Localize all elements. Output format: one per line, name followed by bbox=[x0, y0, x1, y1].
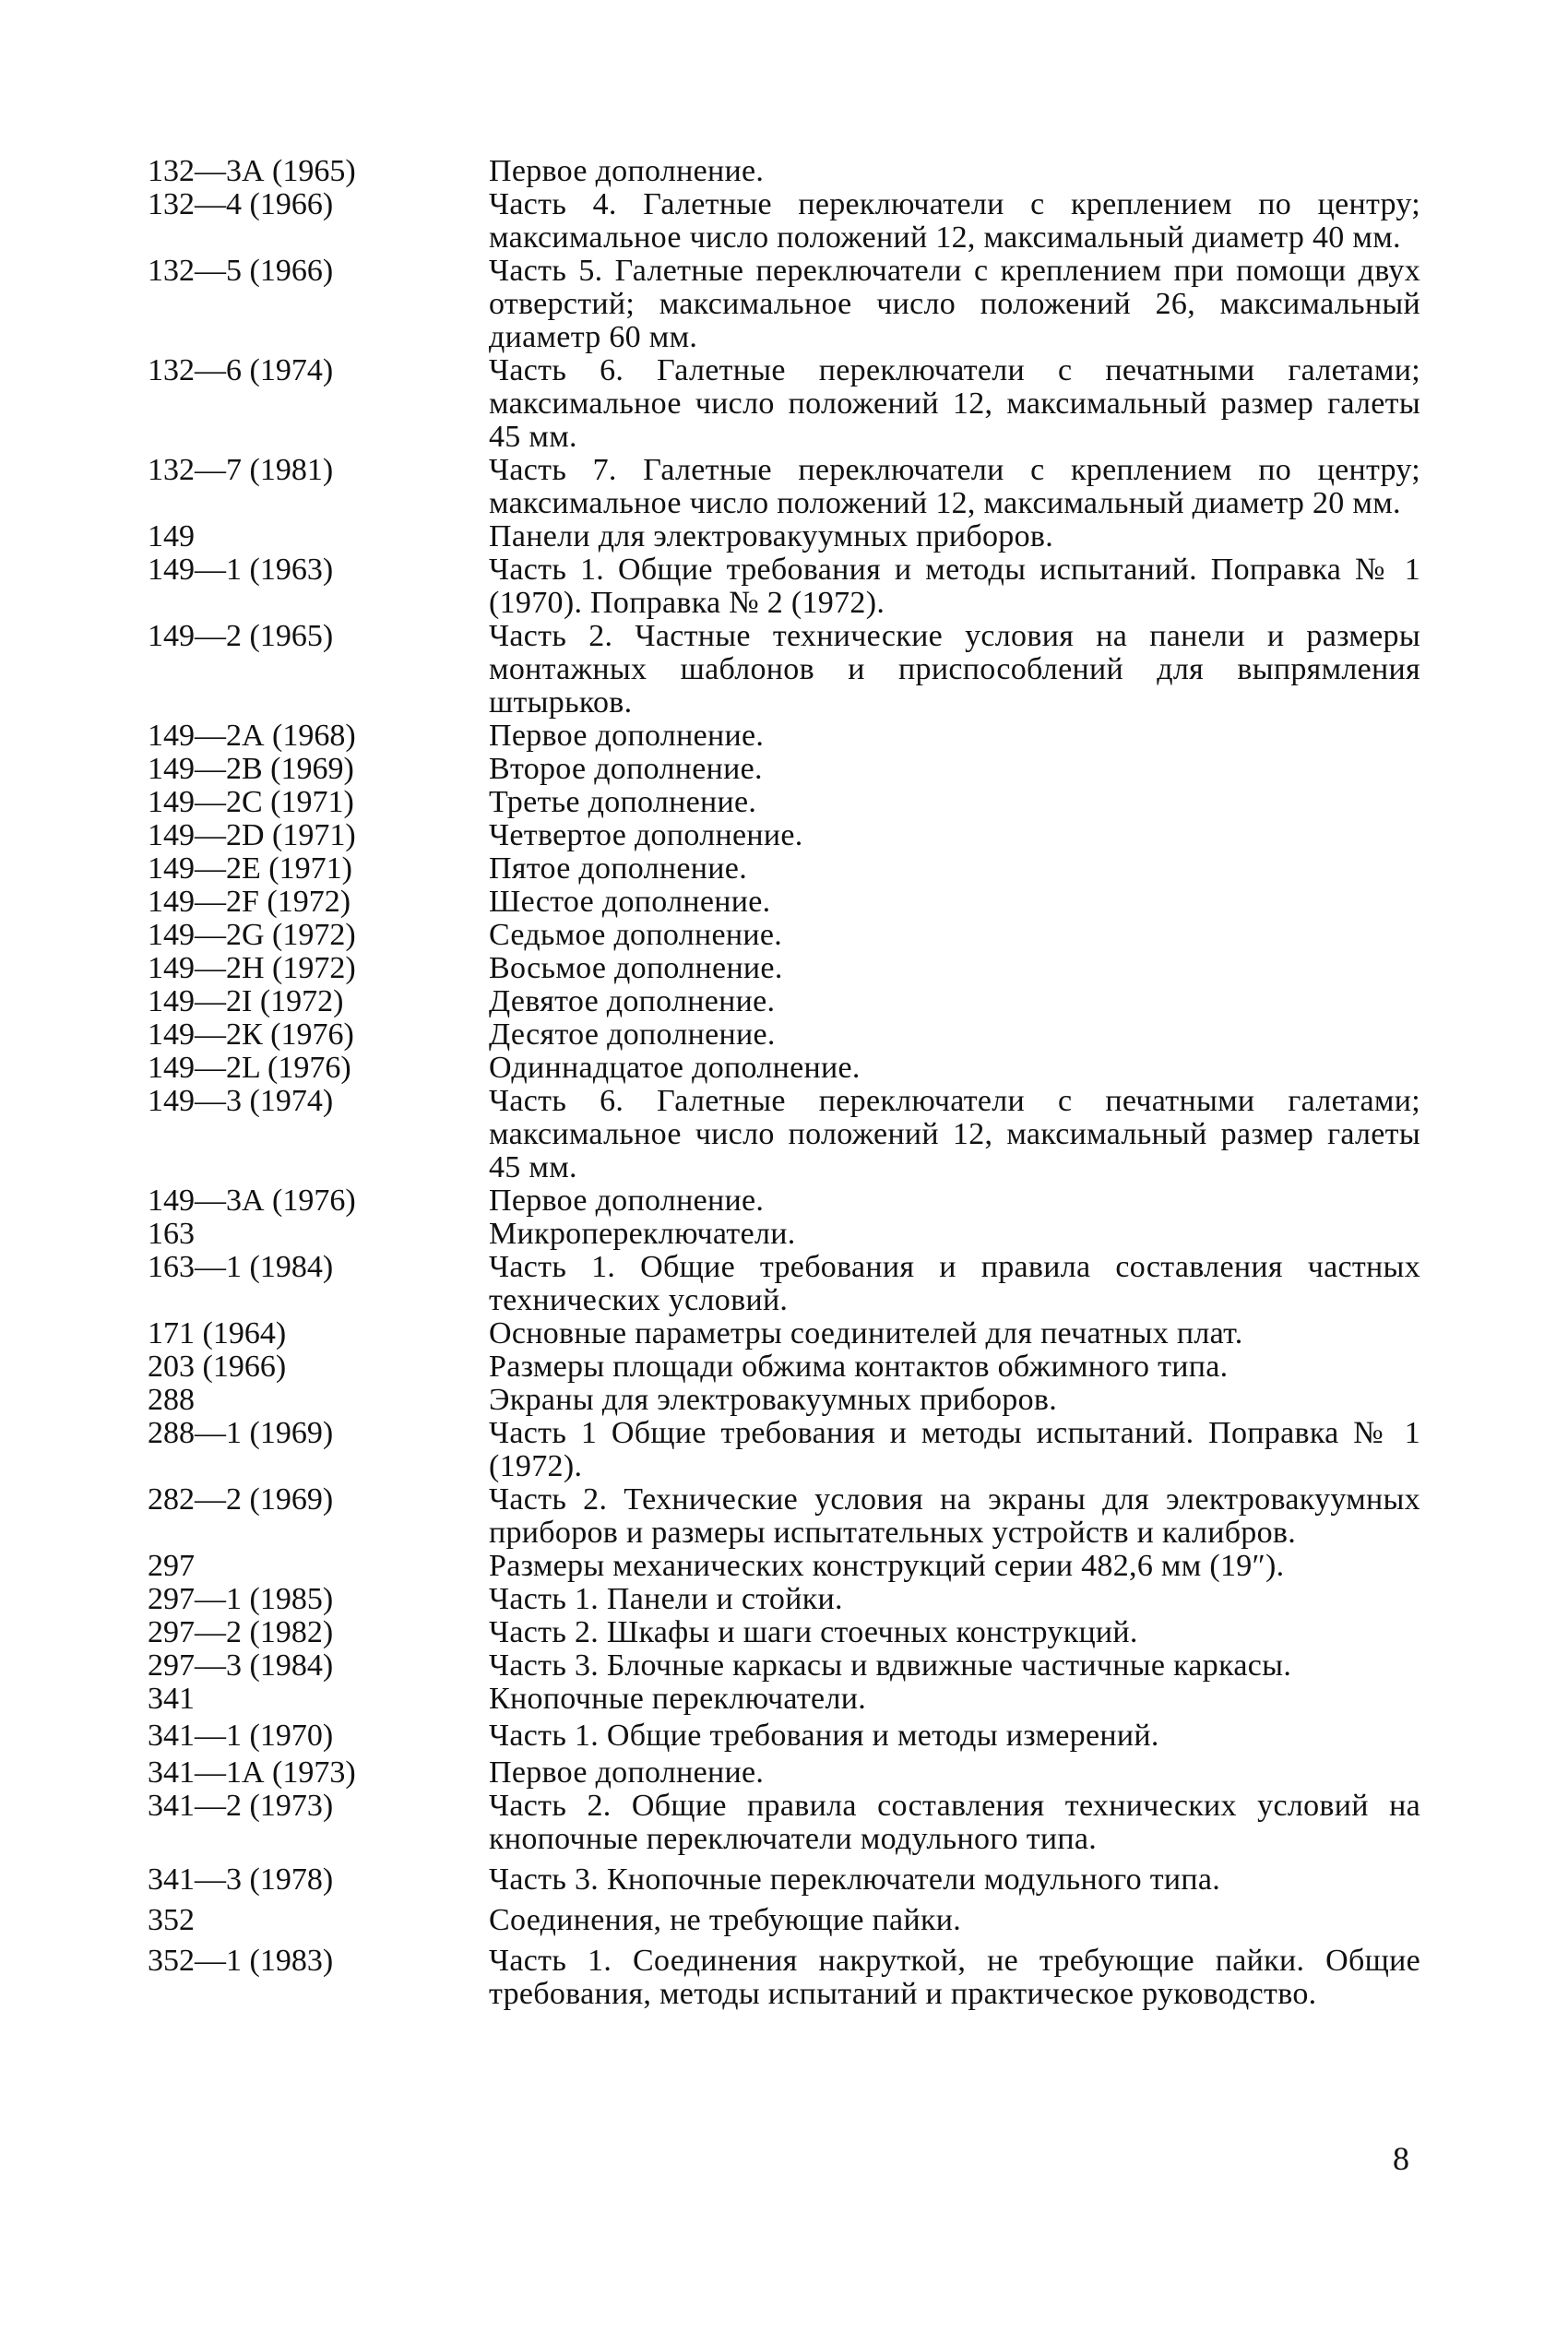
list-item bbox=[148, 1719, 1439, 1753]
standard-code: 149—2F (1972) bbox=[148, 885, 351, 919]
standard-title: Десятое дополнение. bbox=[489, 1017, 776, 1052]
standard-code: 288—1 (1969) bbox=[148, 1416, 334, 1450]
list-item bbox=[148, 720, 1439, 753]
list-item bbox=[148, 886, 1439, 919]
standard-title: Девятое дополнение. bbox=[489, 984, 776, 1018]
standard-code: 352 bbox=[148, 1903, 195, 1937]
standard-title: Микропереключатели. bbox=[489, 1217, 796, 1251]
list-item bbox=[148, 1350, 1439, 1384]
standard-title: Одиннадцатое дополнение. bbox=[489, 1051, 861, 1085]
standard-title: Первое дополнение. bbox=[489, 719, 765, 753]
list-item bbox=[148, 1616, 1439, 1649]
standard-title: Часть 7. Галетные переключатели с креплением по центру; максимальное число положений 12, максимальный диаметр 20 мм. bbox=[489, 453, 1420, 520]
list-item bbox=[148, 1218, 1439, 1251]
list-item bbox=[148, 1085, 1439, 1184]
standard-title: Часть 3. Кнопочные переключатели модульного типа. bbox=[489, 1862, 1221, 1897]
standard-title: Часть 2. Общие правила составления технических условий на кнопочные переключатели модульного типа. bbox=[489, 1789, 1420, 1856]
list-item bbox=[148, 1790, 1439, 1856]
standard-title: Третье дополнение. bbox=[489, 785, 757, 819]
standard-code: 149—3 (1974) bbox=[148, 1084, 334, 1118]
list-item bbox=[148, 1417, 1439, 1483]
standard-code: 149—2В (1969) bbox=[148, 752, 354, 786]
list-item bbox=[148, 1683, 1439, 1716]
standard-title: Часть 5. Галетные переключатели с креплением при помощи двух отверстий; максимальное число положений 26, максимальный диаметр 60 мм. bbox=[489, 254, 1420, 354]
standard-code: 149—2А (1968) bbox=[148, 719, 356, 753]
list-item bbox=[148, 1550, 1439, 1583]
list-item bbox=[148, 1483, 1439, 1550]
standard-title: Пятое дополнение. bbox=[489, 851, 747, 886]
standard-code: 149—2I (1972) bbox=[148, 984, 344, 1018]
list-item bbox=[148, 255, 1439, 354]
standard-code: 132—6 (1974) bbox=[148, 353, 334, 387]
list-item bbox=[148, 1945, 1439, 2011]
standard-code: 149—2Н (1972) bbox=[148, 951, 356, 985]
list-item bbox=[148, 919, 1439, 952]
standard-title: Размеры механических конструкций серии 482,6 мм (19″). bbox=[489, 1549, 1285, 1583]
standard-title: Часть 6. Галетные переключатели с печатными галетами; максимальное число положений 12, максимальный размер галеты 45 мм. bbox=[489, 353, 1420, 454]
list-item bbox=[148, 553, 1439, 620]
list-item bbox=[148, 1583, 1439, 1616]
list-item bbox=[148, 1904, 1439, 1937]
standard-code: 163—1 (1984) bbox=[148, 1250, 334, 1284]
standard-code: 203 (1966) bbox=[148, 1350, 287, 1384]
standard-title: Шестое дополнение. bbox=[489, 885, 771, 919]
list-item bbox=[148, 1649, 1439, 1683]
list-item bbox=[148, 1251, 1439, 1317]
standard-code: 149—3А (1976) bbox=[148, 1184, 356, 1218]
standard-code: 149—2К (1976) bbox=[148, 1017, 354, 1052]
standard-title: Экраны для электровакуумных приборов. bbox=[489, 1383, 1058, 1417]
standard-code: 297—2 (1982) bbox=[148, 1615, 334, 1649]
standard-title: Размеры площади обжима контактов обжимного типа. bbox=[489, 1350, 1229, 1384]
standard-code: 297 bbox=[148, 1549, 195, 1583]
standard-title: Второе дополнение. bbox=[489, 752, 763, 786]
standard-title: Первое дополнение. bbox=[489, 154, 765, 188]
standard-code: 132—5 (1966) bbox=[148, 254, 334, 288]
standard-title: Часть 1. Общие требования и методы испытаний. Поправка № 1 (1970). Поправка № 2 (1972). bbox=[489, 553, 1420, 620]
standard-title: Часть 2. Технические условия на экраны для электровакуумных приборов и размеры испытательных устройств и калибров. bbox=[489, 1482, 1420, 1550]
standard-code: 149—2 (1965) bbox=[148, 619, 334, 653]
list-item bbox=[148, 520, 1439, 553]
standard-code: 282—2 (1969) bbox=[148, 1482, 334, 1517]
standard-title: Кнопочные переключатели. bbox=[489, 1682, 867, 1716]
standard-code: 149—2Е (1971) bbox=[148, 851, 352, 886]
standard-code: 297—3 (1984) bbox=[148, 1648, 334, 1683]
standard-title: Панели для электровакуумных приборов. bbox=[489, 519, 1054, 553]
list-item bbox=[148, 155, 1439, 188]
standard-title: Соединения, не требующие пайки. bbox=[489, 1903, 962, 1937]
list-item bbox=[148, 1184, 1439, 1218]
standard-title: Четвертое дополнение. bbox=[489, 818, 803, 852]
standard-code: 149 bbox=[148, 519, 195, 553]
standard-code: 171 (1964) bbox=[148, 1316, 287, 1350]
standard-code: 341—2 (1973) bbox=[148, 1789, 334, 1823]
standard-code: 149—2L (1976) bbox=[148, 1051, 351, 1085]
standard-code: 341—1А (1973) bbox=[148, 1755, 356, 1790]
standard-title: Восьмое дополнение. bbox=[489, 951, 783, 985]
standard-title: Часть 1 Общие требования и методы испытаний. Поправка № 1 (1972). bbox=[489, 1416, 1420, 1483]
standard-code: 132—3А (1965) bbox=[148, 154, 356, 188]
standard-title: Часть 6. Галетные переключатели с печатными галетами; максимальное число положений 12, максимальный размер галеты 45 мм. bbox=[489, 1084, 1420, 1184]
standard-title: Часть 3. Блочные каркасы и вдвижные частичные каркасы. bbox=[489, 1648, 1292, 1683]
list-item bbox=[148, 1756, 1439, 1790]
list-item bbox=[148, 354, 1439, 454]
list-item bbox=[148, 1384, 1439, 1417]
list-item bbox=[148, 786, 1439, 819]
standard-code: 149—2D (1971) bbox=[148, 818, 356, 852]
standard-code: 341 bbox=[148, 1682, 195, 1716]
list-item bbox=[148, 985, 1439, 1018]
page-number: 8 bbox=[1393, 2140, 1409, 2177]
list-item bbox=[148, 620, 1439, 720]
standard-title: Часть 1. Панели и стойки. bbox=[489, 1582, 843, 1616]
standard-code: 132—7 (1981) bbox=[148, 453, 334, 487]
standard-title: Часть 1. Общие требования и правила составления частных технических условий. bbox=[489, 1250, 1420, 1317]
standards-list bbox=[148, 155, 1439, 2011]
list-item bbox=[148, 753, 1439, 786]
standard-code: 163 bbox=[148, 1217, 195, 1251]
list-item bbox=[148, 1052, 1439, 1085]
standard-title: Седьмое дополнение. bbox=[489, 918, 783, 952]
standard-code: 149—2С (1971) bbox=[148, 785, 354, 819]
standard-title: Первое дополнение. bbox=[489, 1755, 765, 1790]
standard-code: 132—4 (1966) bbox=[148, 187, 334, 221]
standard-title: Первое дополнение. bbox=[489, 1184, 765, 1218]
standard-title: Часть 4. Галетные переключатели с креплением по центру; максимальное число положений 12, максимальный диаметр 40 мм. bbox=[489, 187, 1420, 255]
standard-code: 149—2G (1972) bbox=[148, 918, 356, 952]
standard-title: Часть 1. Общие требования и методы измерений. bbox=[489, 1719, 1159, 1753]
list-item bbox=[148, 188, 1439, 255]
standard-code: 341—3 (1978) bbox=[148, 1862, 334, 1897]
standard-code: 288 bbox=[148, 1383, 195, 1417]
list-item bbox=[148, 819, 1439, 852]
list-item bbox=[148, 952, 1439, 985]
standard-code: 149—1 (1963) bbox=[148, 553, 334, 587]
standard-code: 341—1 (1970) bbox=[148, 1719, 334, 1753]
standard-code: 297—1 (1985) bbox=[148, 1582, 334, 1616]
standard-title: Часть 2. Шкафы и шаги стоечных конструкций. bbox=[489, 1615, 1138, 1649]
standard-title: Основные параметры соединителей для печатных плат. bbox=[489, 1316, 1243, 1350]
list-item bbox=[148, 1317, 1439, 1350]
list-item bbox=[148, 1018, 1439, 1052]
standard-title: Часть 2. Частные технические условия на панели и размеры монтажных шаблонов и приспособлений для выпрямления штырьков. bbox=[489, 619, 1420, 720]
list-item bbox=[148, 852, 1439, 886]
standard-code: 352—1 (1983) bbox=[148, 1944, 334, 1978]
list-item bbox=[148, 454, 1439, 520]
list-item bbox=[148, 1863, 1439, 1897]
standard-title: Часть 1. Соединения накруткой, не требующие пайки. Общие требования, методы испытаний и практическое руководство. bbox=[489, 1944, 1420, 2011]
